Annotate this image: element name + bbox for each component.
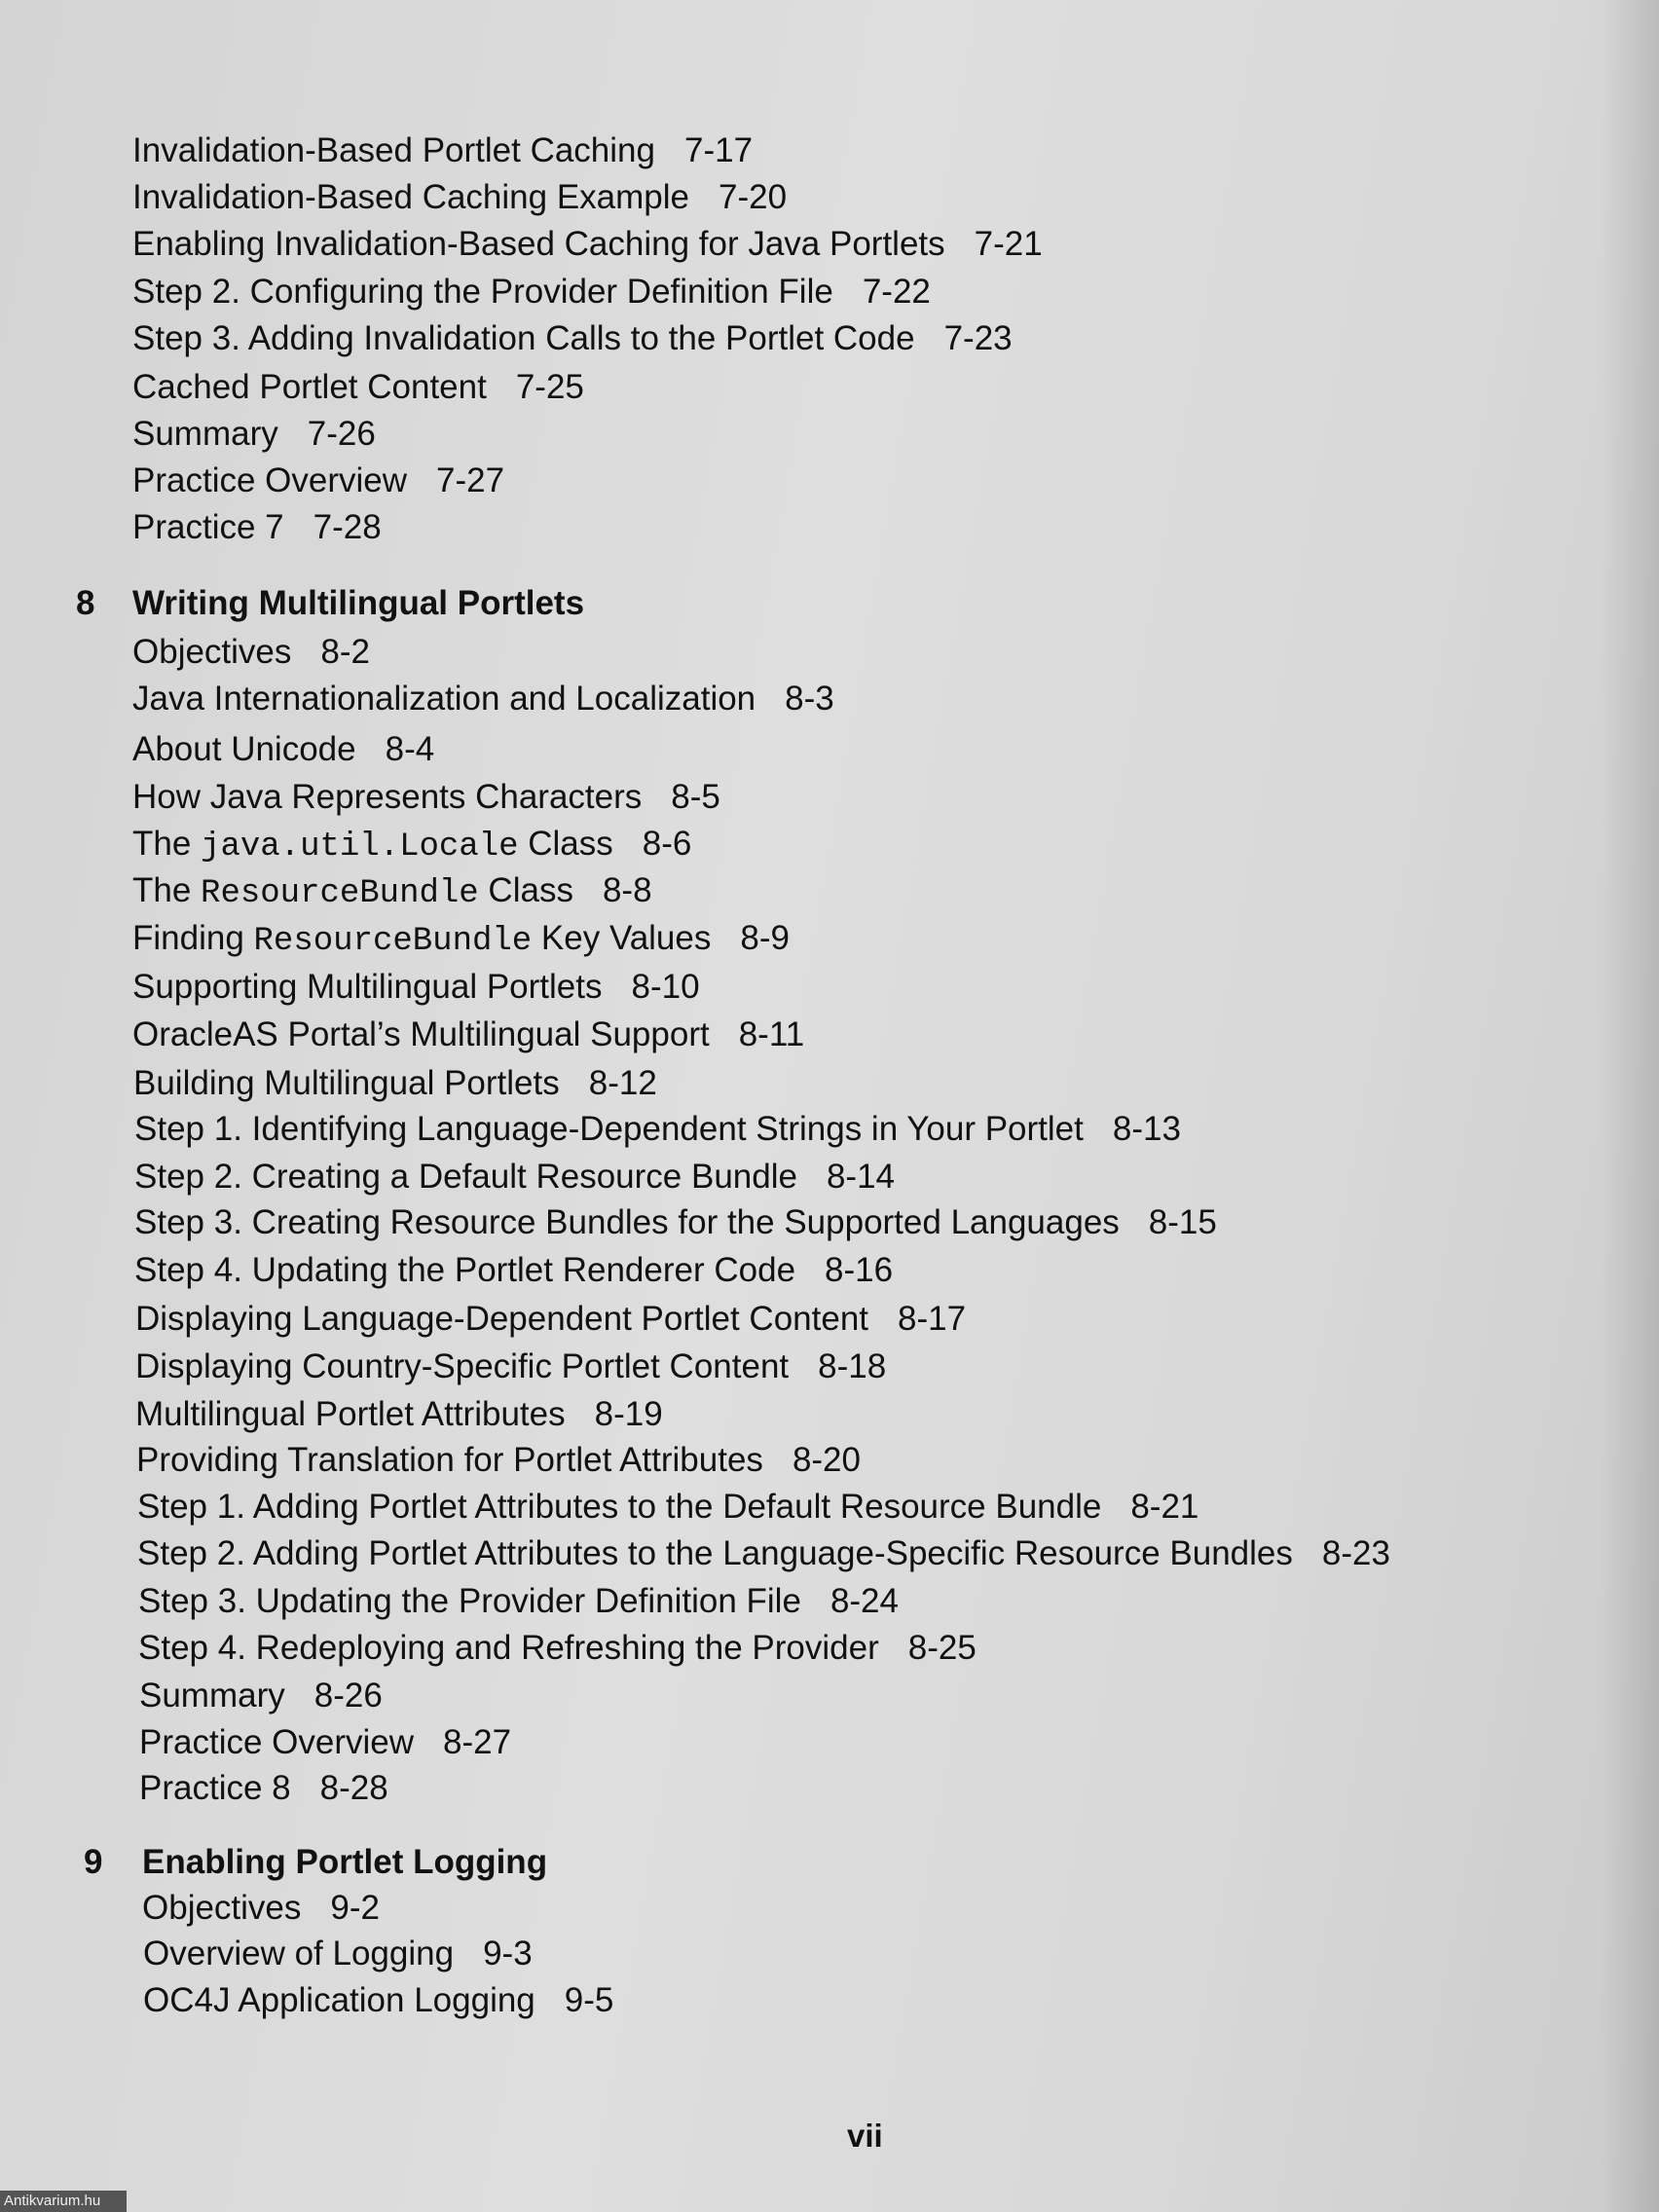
toc-entry: Practice 7 7-28 xyxy=(132,508,382,546)
toc-entry: Summary 8-26 xyxy=(139,1677,383,1714)
toc-entry: Step 2. Adding Portlet Attributes to the Language-Specific Resource Bundles 8-23 xyxy=(137,1534,1390,1572)
chapter-title: Writing Multilingual Portlets xyxy=(132,584,585,622)
toc-entry: Step 3. Updating the Provider Definition File 8-24 xyxy=(138,1582,899,1620)
toc-entry: OracleAS Portal’s Multilingual Support 8-11 xyxy=(132,1015,805,1053)
toc-entry: Java Internationalization and Localization 8-3 xyxy=(132,680,834,718)
toc-entry: About Unicode 8-4 xyxy=(132,730,435,768)
toc-entry: Practice 8 8-28 xyxy=(139,1769,388,1807)
toc-entry: Displaying Country-Specific Portlet Content 8-18 xyxy=(135,1347,887,1385)
toc-entry: Displaying Language-Dependent Portlet Content 8-17 xyxy=(135,1300,967,1338)
toc-entry: The ResourceBundle Class 8-8 xyxy=(132,871,652,912)
toc-entry: Step 1. Adding Portlet Attributes to the Default Resource Bundle 8-21 xyxy=(137,1488,1199,1526)
toc-entry: Step 4. Redeploying and Refreshing the Provider 8-25 xyxy=(138,1629,977,1667)
toc-entry: Objectives 9-2 xyxy=(142,1889,380,1927)
toc-entry: OC4J Application Logging 9-5 xyxy=(143,1981,614,2019)
toc-entry: Invalidation-Based Portlet Caching 7-17 xyxy=(132,131,754,169)
watermark-label: Antikvarium.hu xyxy=(0,2191,127,2212)
toc-entry: Step 4. Updating the Portlet Renderer Code 8-16 xyxy=(134,1251,894,1289)
toc-entry: Summary 7-26 xyxy=(132,415,376,453)
toc-entry: Enabling Invalidation-Based Caching for Java Portlets 7-21 xyxy=(132,225,1043,263)
toc-entry: Step 2. Configuring the Provider Definition File 7-22 xyxy=(132,273,931,311)
toc-entry: Invalidation-Based Caching Example 7-20 xyxy=(132,178,788,216)
code-term: ResourceBundle xyxy=(253,923,533,960)
toc-entry: Finding ResourceBundle Key Values 8-9 xyxy=(132,919,790,960)
toc-entry: Practice Overview 7-27 xyxy=(132,461,505,499)
toc-entry: Practice Overview 8-27 xyxy=(139,1723,512,1761)
chapter-title: Enabling Portlet Logging xyxy=(142,1843,548,1881)
chapter-number: 8 xyxy=(76,584,95,622)
toc-entry: Step 1. Identifying Language-Dependent Strings in Your Portlet 8-13 xyxy=(134,1110,1181,1148)
toc-entry: Objectives 8-2 xyxy=(132,633,370,671)
toc-entry: Supporting Multilingual Portlets 8-10 xyxy=(132,968,700,1006)
page-number: vii xyxy=(847,2118,883,2154)
toc-entry: Step 3. Adding Invalidation Calls to the Portlet Code 7-23 xyxy=(132,319,1013,357)
toc-entry: Step 3. Creating Resource Bundles for the Supported Languages 8-15 xyxy=(134,1203,1217,1241)
toc-entry: Step 2. Creating a Default Resource Bundle 8-14 xyxy=(134,1158,896,1196)
toc-entry: Providing Translation for Portlet Attributes 8-20 xyxy=(136,1441,861,1479)
code-term: ResourceBundle xyxy=(201,875,479,912)
toc-entry: Multilingual Portlet Attributes 8-19 xyxy=(135,1395,663,1433)
toc-entry: How Java Represents Characters 8-5 xyxy=(132,778,720,816)
toc-entry: Building Multilingual Portlets 8-12 xyxy=(133,1064,657,1102)
code-term: java.util.Locale xyxy=(201,829,519,866)
page-edge-shadow xyxy=(1601,0,1659,2212)
toc-entry: The java.util.Locale Class 8-6 xyxy=(132,825,692,866)
toc-entry: Overview of Logging 9-3 xyxy=(143,1935,533,1972)
chapter-number: 9 xyxy=(84,1843,103,1881)
toc-entry: Cached Portlet Content 7-25 xyxy=(132,368,584,406)
